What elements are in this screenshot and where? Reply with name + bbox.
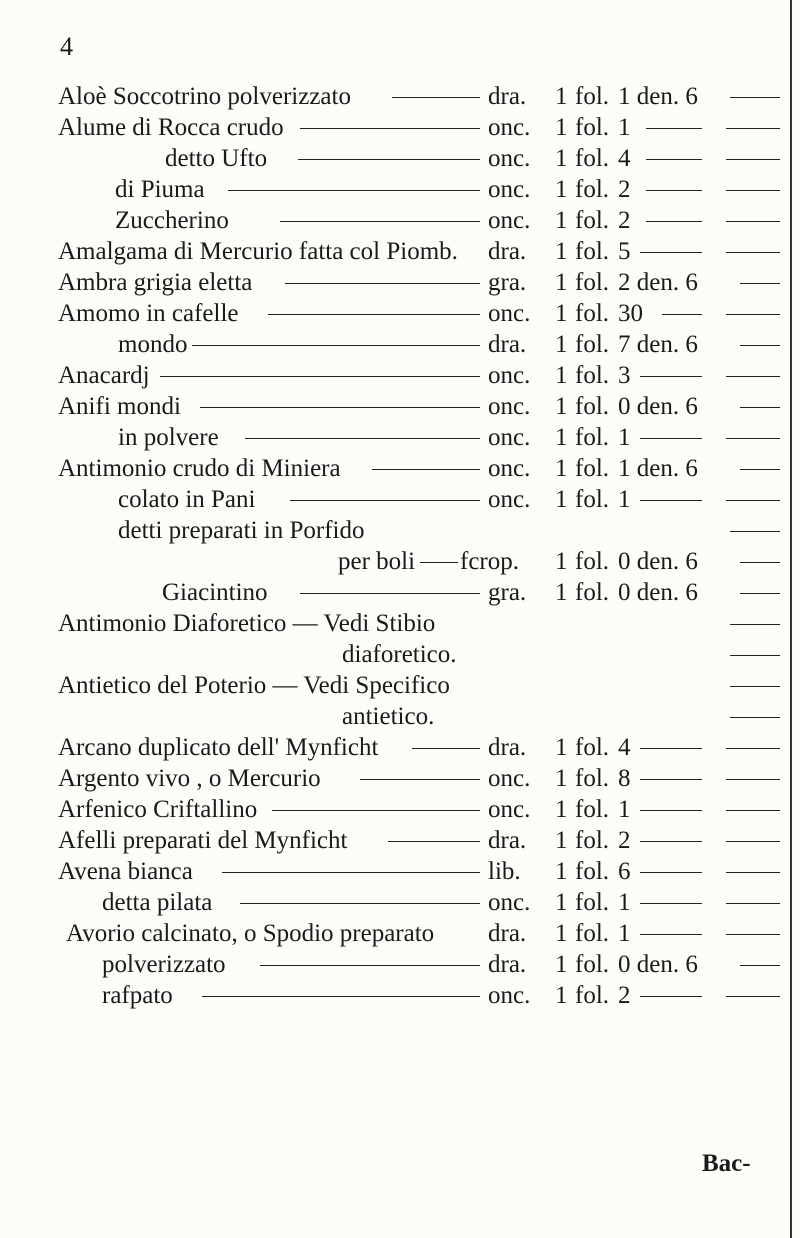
entry-amount: 1 den. 6 (618, 455, 698, 482)
list-item (0, 547, 800, 577)
entry-currency: fol. (575, 548, 610, 575)
entry-qty: 1 (555, 238, 568, 265)
leader-line (730, 717, 780, 718)
leader-line (740, 407, 780, 408)
leader-line (730, 624, 780, 625)
entry-currency: fol. (575, 83, 610, 110)
leader-line (200, 407, 480, 408)
entry-amount: 0 den. 6 (618, 579, 698, 606)
entry-currency: fol. (575, 951, 610, 978)
entry-name: detto Ufto (165, 145, 268, 172)
leader-line (726, 841, 780, 842)
leader-line (646, 159, 702, 160)
entry-amount: 1 (618, 796, 631, 823)
entry-currency: fol. (575, 424, 610, 451)
list-item (0, 950, 800, 980)
leader-line (730, 686, 780, 687)
entry-name: rafpato (102, 982, 173, 1009)
entry-qty: 1 (555, 83, 568, 110)
leader-line (392, 97, 480, 98)
entry-name: Avena bianca (58, 858, 193, 885)
leader-line (640, 500, 702, 501)
entry-name: per boli (338, 548, 416, 575)
page-number: 4 (60, 32, 73, 61)
list-item (0, 981, 800, 1011)
leader-line (245, 438, 480, 439)
list-item (0, 113, 800, 143)
entry-unit: onc. (488, 486, 531, 513)
entry-qty: 1 (555, 951, 568, 978)
entry-qty: 1 (555, 424, 568, 451)
list-item (0, 423, 800, 453)
entry-amount: 0 den. 6 (618, 548, 698, 575)
entry-currency: fol. (575, 796, 610, 823)
list-item (0, 919, 800, 949)
leader-line (646, 221, 702, 222)
entry-currency: fol. (575, 393, 610, 420)
entry-amount: 1 (618, 424, 631, 451)
leader-line (640, 810, 702, 811)
list-item (0, 733, 800, 763)
leader-line (372, 469, 480, 470)
leader-line (260, 965, 480, 966)
entry-unit: dra. (488, 734, 527, 761)
entry-currency: fol. (575, 362, 610, 389)
entry-name: in polvere (118, 424, 219, 451)
entry-amount: 5 (618, 238, 631, 265)
entry-amount: 0 den. 6 (618, 393, 698, 420)
entry-unit: onc. (488, 114, 531, 141)
leader-line (192, 345, 480, 346)
leader-line (726, 252, 780, 253)
entry-qty: 1 (555, 300, 568, 327)
list-item (0, 454, 800, 484)
leader-line (160, 376, 480, 377)
entry-currency: fol. (575, 176, 610, 203)
list-item (0, 764, 800, 794)
leader-line (640, 996, 702, 997)
entry-qty: 1 (555, 269, 568, 296)
leader-line (640, 748, 702, 749)
entry-unit: dra. (488, 83, 527, 110)
entry-qty: 1 (555, 455, 568, 482)
entry-name: Anifi mondi (58, 393, 181, 420)
entry-unit: onc. (488, 176, 531, 203)
entry-qty: 1 (555, 393, 568, 420)
leader-line (730, 531, 780, 532)
leader-line (740, 965, 780, 966)
entry-amount: 1 (618, 889, 631, 916)
entry-name: Avorio calcinato, o Spodio preparato (66, 920, 435, 947)
entry-name: Antietico del Poterio — Vedi Specifico (58, 672, 450, 699)
entry-unit: onc. (488, 796, 531, 823)
leader-line (298, 159, 480, 160)
entry-amount: 4 (618, 734, 631, 761)
entry-name: Afelli preparati del Mynficht (58, 827, 348, 854)
entry-name: detta pilata (102, 889, 213, 916)
list-item (0, 144, 800, 174)
leader-line (412, 748, 480, 749)
leader-line (222, 872, 480, 873)
entry-unit: lib. (488, 858, 521, 885)
leader-line (726, 159, 780, 160)
leader-line (740, 593, 780, 594)
entry-currency: fol. (575, 734, 610, 761)
leader-line (740, 345, 780, 346)
entry-unit: gra. (488, 269, 527, 296)
entry-name: detti preparati in Porfido (118, 517, 365, 544)
entry-unit: dra. (488, 920, 527, 947)
leader-line (726, 903, 780, 904)
entry-unit: onc. (488, 424, 531, 451)
leader-line (640, 841, 702, 842)
leader-line (280, 221, 480, 222)
entry-name: di Piuma (115, 176, 205, 203)
catchword: Bac- (702, 1150, 751, 1177)
entry-amount: 30 (618, 300, 643, 327)
leader-line (640, 252, 702, 253)
entry-name: Zuccherino (115, 207, 229, 234)
entry-qty: 1 (555, 114, 568, 141)
entry-name: Aloè Soccotrino polverizzato (58, 83, 351, 110)
entry-unit: dra. (488, 238, 527, 265)
list-item (0, 175, 800, 205)
entry-currency: fol. (575, 207, 610, 234)
list-item (0, 330, 800, 360)
entry-currency: fol. (575, 982, 610, 1009)
entry-name: diaforetico. (342, 641, 457, 668)
entry-amount: 1 den. 6 (618, 83, 698, 110)
leader-line (726, 934, 780, 935)
list-item (0, 237, 800, 267)
entry-qty: 1 (555, 579, 568, 606)
entry-currency: fol. (575, 145, 610, 172)
entry-unit: dra. (488, 827, 527, 854)
list-item (0, 206, 800, 236)
entry-name: Giacintino (162, 579, 268, 606)
leader-line (726, 376, 780, 377)
list-item (0, 702, 800, 732)
leader-line (730, 655, 780, 656)
entry-name: mondo (118, 331, 188, 358)
entry-unit: onc. (488, 982, 531, 1009)
list-item (0, 795, 800, 825)
entry-qty: 1 (555, 858, 568, 885)
entry-name: Antimonio Diaforetico — Vedi Stibio (58, 610, 436, 637)
entry-amount: 2 (618, 827, 631, 854)
entry-unit: fcrop. (460, 548, 519, 575)
list-item (0, 361, 800, 391)
leader-line (272, 810, 480, 811)
list-item (0, 857, 800, 887)
entry-unit: dra. (488, 331, 527, 358)
entry-amount: 1 (618, 920, 631, 947)
leader-line (640, 376, 702, 377)
entry-name: Arfenico Criftallino (58, 796, 258, 823)
entry-unit: onc. (488, 300, 531, 327)
leader-line (646, 128, 702, 129)
list-item (0, 82, 800, 112)
leader-line (388, 841, 480, 842)
list-item (0, 640, 800, 670)
entry-name: Argento vivo , o Mercurio (58, 765, 321, 792)
list-item (0, 485, 800, 515)
leader-line (726, 996, 780, 997)
entry-unit: dra. (488, 951, 527, 978)
entry-name: Arcano duplicato dell' Mynficht (58, 734, 379, 761)
entry-qty: 1 (555, 207, 568, 234)
entry-qty: 1 (555, 486, 568, 513)
entry-name: antietico. (342, 703, 435, 730)
entry-currency: fol. (575, 827, 610, 854)
leader-line (640, 872, 702, 873)
entry-name: Amalgama di Mercurio fatta col Piomb. (58, 238, 458, 265)
leader-line (726, 190, 780, 191)
entry-currency: fol. (575, 238, 610, 265)
entry-amount: 4 (618, 145, 631, 172)
list-item (0, 516, 800, 546)
entry-amount: 2 (618, 207, 631, 234)
leader-line (726, 221, 780, 222)
entry-currency: fol. (575, 300, 610, 327)
list-item (0, 268, 800, 298)
leader-line (640, 438, 702, 439)
entry-currency: fol. (575, 889, 610, 916)
leader-line (646, 190, 702, 191)
entry-amount: 1 (618, 114, 631, 141)
leader-line (240, 903, 480, 904)
entry-unit: onc. (488, 393, 531, 420)
leader-line (740, 469, 780, 470)
list-item (0, 888, 800, 918)
entry-currency: fol. (575, 269, 610, 296)
list-item (0, 392, 800, 422)
entry-amount: 2 den. 6 (618, 269, 698, 296)
leader-line (730, 97, 780, 98)
entry-unit: onc. (488, 362, 531, 389)
entry-amount: 6 (618, 858, 631, 885)
entry-name: polverizzato (102, 951, 226, 978)
leader-line (640, 903, 702, 904)
entry-qty: 1 (555, 362, 568, 389)
entry-name: Anacardj (58, 362, 150, 389)
entry-qty: 1 (555, 796, 568, 823)
entry-qty: 1 (555, 889, 568, 916)
entry-unit: onc. (488, 145, 531, 172)
entry-qty: 1 (555, 920, 568, 947)
entry-amount: 7 den. 6 (618, 331, 698, 358)
entry-amount: 2 (618, 176, 631, 203)
entry-qty: 1 (555, 765, 568, 792)
leader-line (726, 810, 780, 811)
entry-unit: gra. (488, 579, 527, 606)
leader-line (726, 314, 780, 315)
leader-line (228, 190, 480, 191)
entry-unit: onc. (488, 455, 531, 482)
list-item (0, 671, 800, 701)
leader-line (726, 500, 780, 501)
entry-amount: 2 (618, 982, 631, 1009)
entry-amount: 0 den. 6 (618, 951, 698, 978)
leader-line (726, 748, 780, 749)
entry-qty: 1 (555, 827, 568, 854)
leader-line (300, 593, 480, 594)
leader-line (740, 283, 780, 284)
leader-line (300, 128, 480, 129)
entry-unit: onc. (488, 889, 531, 916)
entry-qty: 1 (555, 331, 568, 358)
entry-qty: 1 (555, 176, 568, 203)
entry-name: Antimonio crudo di Miniera (58, 455, 341, 482)
entry-name: Amomo in cafelle (58, 300, 239, 327)
leader-line (726, 779, 780, 780)
leader-line (640, 779, 702, 780)
entry-name: Alume di Rocca crudo (58, 114, 284, 141)
leader-line (290, 500, 480, 501)
entry-qty: 1 (555, 982, 568, 1009)
list-item (0, 826, 800, 856)
entry-currency: fol. (575, 858, 610, 885)
entry-unit: onc. (488, 207, 531, 234)
leader-line (420, 562, 458, 563)
leader-line (726, 872, 780, 873)
leader-line (268, 314, 480, 315)
entry-qty: 1 (555, 145, 568, 172)
page-edge-rule (790, 0, 792, 1238)
entry-amount: 1 (618, 486, 631, 513)
leader-line (726, 438, 780, 439)
list-item (0, 609, 800, 639)
entry-currency: fol. (575, 114, 610, 141)
leader-line (726, 128, 780, 129)
entry-currency: fol. (575, 331, 610, 358)
entry-currency: fol. (575, 455, 610, 482)
leader-line (662, 314, 702, 315)
entry-amount: 8 (618, 765, 631, 792)
list-item (0, 299, 800, 329)
entry-name: Ambra grigia eletta (58, 269, 253, 296)
entry-qty: 1 (555, 734, 568, 761)
entry-currency: fol. (575, 920, 610, 947)
leader-line (202, 996, 480, 997)
entry-qty: 1 (555, 548, 568, 575)
entry-unit: onc. (488, 765, 531, 792)
entry-name: colato in Pani (118, 486, 256, 513)
leader-line (740, 562, 780, 563)
entry-currency: fol. (575, 765, 610, 792)
leader-line (285, 283, 480, 284)
entry-currency: fol. (575, 486, 610, 513)
entry-currency: fol. (575, 579, 610, 606)
leader-line (640, 934, 702, 935)
entry-amount: 3 (618, 362, 631, 389)
list-item (0, 578, 800, 608)
leader-line (360, 779, 480, 780)
